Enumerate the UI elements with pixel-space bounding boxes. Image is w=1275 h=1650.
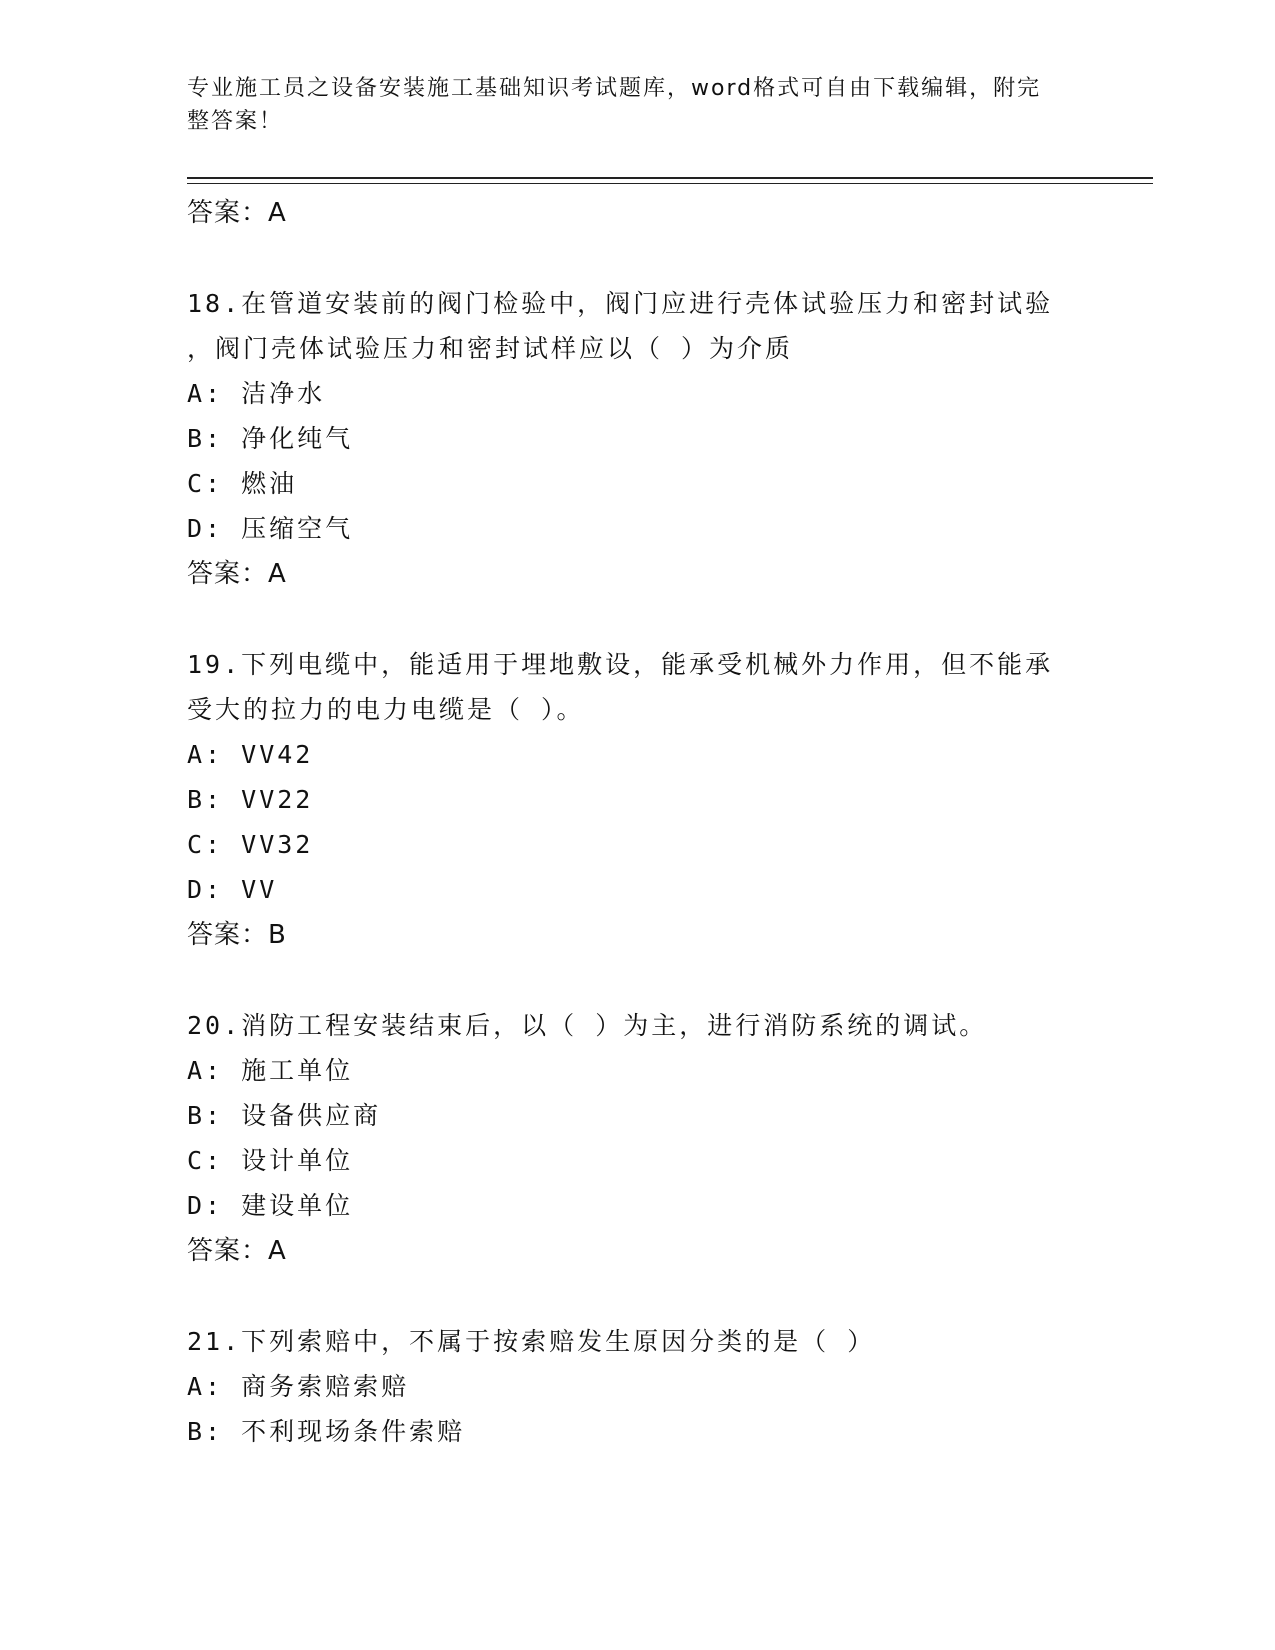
header-rule-thick (187, 177, 1153, 179)
option-b: B: 不利现场条件索赔 (187, 1417, 466, 1446)
option-b: B: VV22 (187, 785, 314, 814)
question-stem (187, 642, 1087, 732)
header-line-2: 整答案！ (187, 109, 284, 134)
answer-line: 答案：B (187, 920, 287, 950)
option-d: D: 压缩空气 (187, 514, 354, 543)
option-c: C: VV32 (187, 830, 314, 859)
question-list (187, 190, 1087, 1454)
document-header (187, 72, 1067, 138)
option-b: B: 净化纯气 (187, 424, 354, 453)
stem-line: 20.消防工程安装结束后，以（ ）为主，进行消防系统的调试。 (187, 1011, 988, 1040)
option-c: C: 设计单位 (187, 1146, 354, 1175)
question-stem (187, 281, 1087, 371)
option-a: A: 施工单位 (187, 1056, 354, 1085)
header-line-1: 专业施工员之设备安装施工基础知识考试题库，word格式可自由下载编辑，附完 (187, 76, 1042, 101)
option-a: A: VV42 (187, 740, 314, 769)
question-stem (187, 1319, 1087, 1364)
answer-line: 答案：A (187, 559, 287, 589)
question-18 (187, 281, 1087, 597)
option-a: A: 洁净水 (187, 379, 326, 408)
option-d: D: VV (187, 875, 278, 904)
stem-line: 21.下列索赔中，不属于按索赔发生原因分类的是（ ） (187, 1327, 876, 1356)
question-21 (187, 1319, 1087, 1454)
option-b: B: 设备供应商 (187, 1101, 382, 1130)
stem-line: 19.下列电缆中，能适用于埋地敷设，能承受机械外力作用，但不能承 (187, 650, 1054, 679)
question-19 (187, 642, 1087, 958)
stem-line: 18.在管道安装前的阀门检验中，阀门应进行壳体试验压力和密封试验 (187, 289, 1054, 318)
option-a: A: 商务索赔索赔 (187, 1372, 410, 1401)
option-c: C: 燃油 (187, 469, 298, 498)
answer-line: 答案：A (187, 1236, 287, 1266)
stem-line: 受大的拉力的电力电缆是（ ）。 (187, 695, 585, 724)
question-20 (187, 1003, 1087, 1274)
answer-line: 答案：A (187, 198, 287, 228)
question-stem (187, 1003, 1087, 1048)
stem-line: ，阀门壳体试验压力和密封试样应以（ ）为介质 (187, 334, 794, 363)
header-rule-thin (187, 183, 1153, 184)
option-d: D: 建设单位 (187, 1191, 354, 1220)
